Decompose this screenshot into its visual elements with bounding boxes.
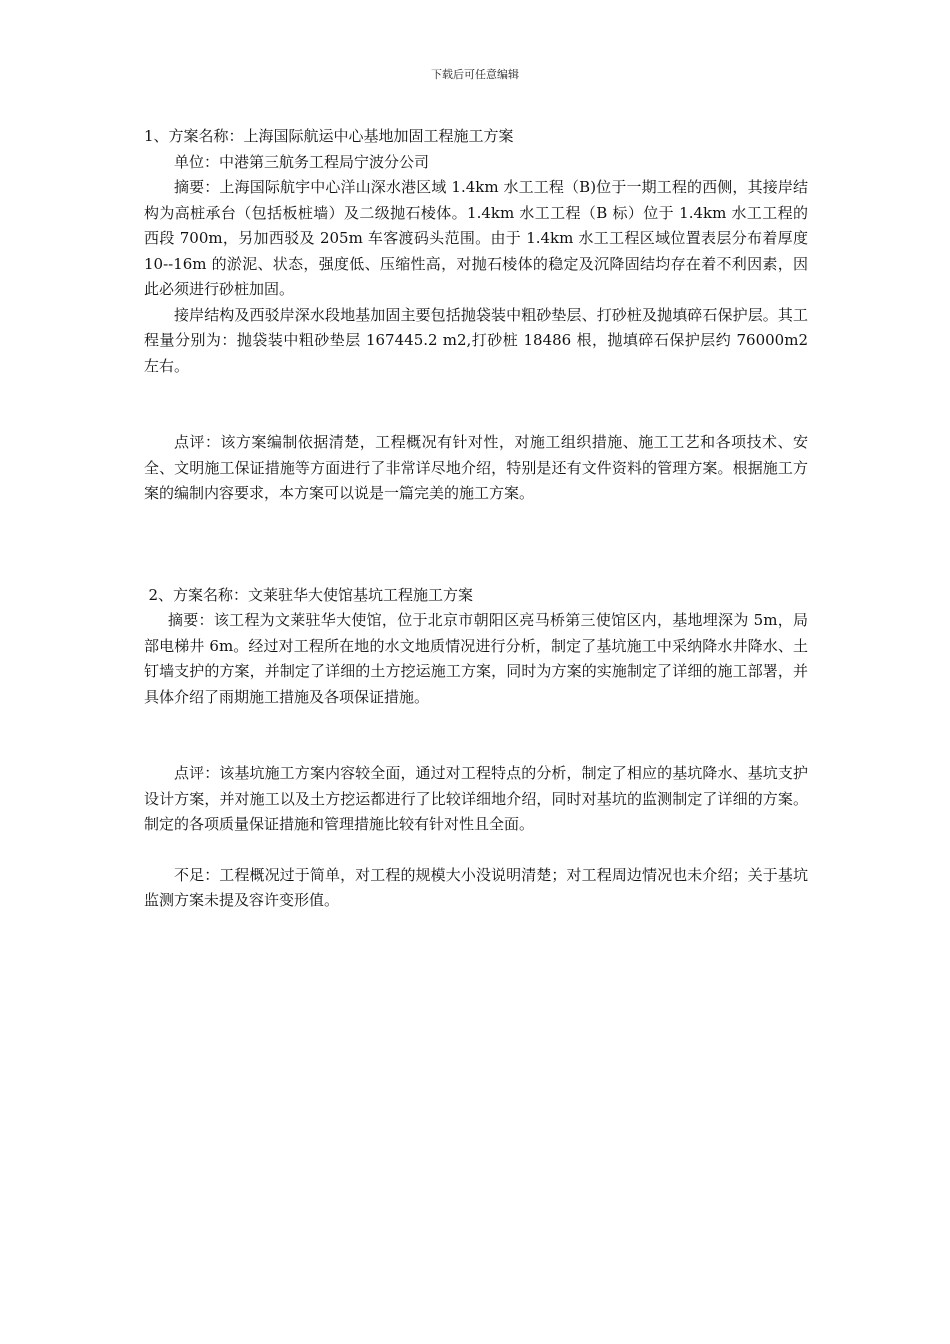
spacer xyxy=(144,710,808,761)
header-note: 下载后可任意编辑 xyxy=(431,68,519,81)
section2-review: 点评：该基坑施工方案内容较全面，通过对工程特点的分析，制定了相应的基坑降水、基坑支护设计方案，并对施工以及土方挖运都进行了比较详细地介绍，同时对基坑的监测制定了详细的方案。制定的各项质量保证措施和管理措施比较有针对性且全面。 xyxy=(144,764,808,833)
section1-review: 点评：该方案编制依据清楚，工程概况有针对性，对施工组织措施、施工工艺和各项技术、安全、文明施工保证措施等方面进行了非常详尽地介绍，特别是还有文件资料的管理方案。根据施工方案的编制内容要求，本方案可以说是一篇完美的施工方案。 xyxy=(144,433,808,502)
section2-shortcoming: 不足：工程概况过于简单，对工程的规模大小没说明清楚；对工程周边情况也未介绍；关于基坑监测方案未提及容许变形值。 xyxy=(144,865,808,909)
section1-unit: 单位：中港第三航务工程局宁波分公司 xyxy=(174,152,430,171)
section1-scope: 接岸结构及西驳岸深水段地基加固主要包括抛袋装中粗砂垫层、打砂桩及抛填碎石保护层。其工程量分别为：抛袋装中粗砂垫层 167445.2 m2,打砂桩 18486 根，抛填碎石保护层约 76000m2 左右。 xyxy=(144,305,808,375)
spacer xyxy=(144,507,808,583)
spacer xyxy=(144,838,808,863)
section1-title: 1、方案名称：上海国际航运中心基地加固工程施工方案 xyxy=(144,127,514,145)
section2-abstract: 摘要：该工程为文莱驻华大使馆，位于北京市朝阳区亮马桥第三使馆区内，基地埋深为 5m，局部电梯井 6m。经过对工程所在地的水文地质情况进行分析，制定了基坑施工中采纳降水井降水、土钉墙支护的方案，并制定了详细的土方挖运施工方案，同时为方案的实施制定了详细的施工部署，并具体介绍了雨期施工措施及各项保证措施。 xyxy=(144,611,808,706)
document-body xyxy=(144,124,808,914)
section2-title: 2、方案名称：文莱驻华大使馆基坑工程施工方案 xyxy=(148,585,474,604)
spacer xyxy=(144,379,808,430)
section1-abstract: 摘要：上海国际航宇中心洋山深水港区域 1.4km 水工工程（B)位于一期工程的西侧，其接岸结构为高桩承台（包括板桩墙）及二级抛石棱体。1.4km 水工工程（B 标）位于 1.4km 水工工程的西段 700m，另加西驳及 205m 车客渡码头范围。由于 1.4km 水工工程区域位置表层分布着厚度 10--16m 的淤泥、状态，强度低、压缩性高，对抛石棱体的稳定及沉降固结均存在着不利因素，因此必须进行砂桩加固。 xyxy=(144,178,808,298)
